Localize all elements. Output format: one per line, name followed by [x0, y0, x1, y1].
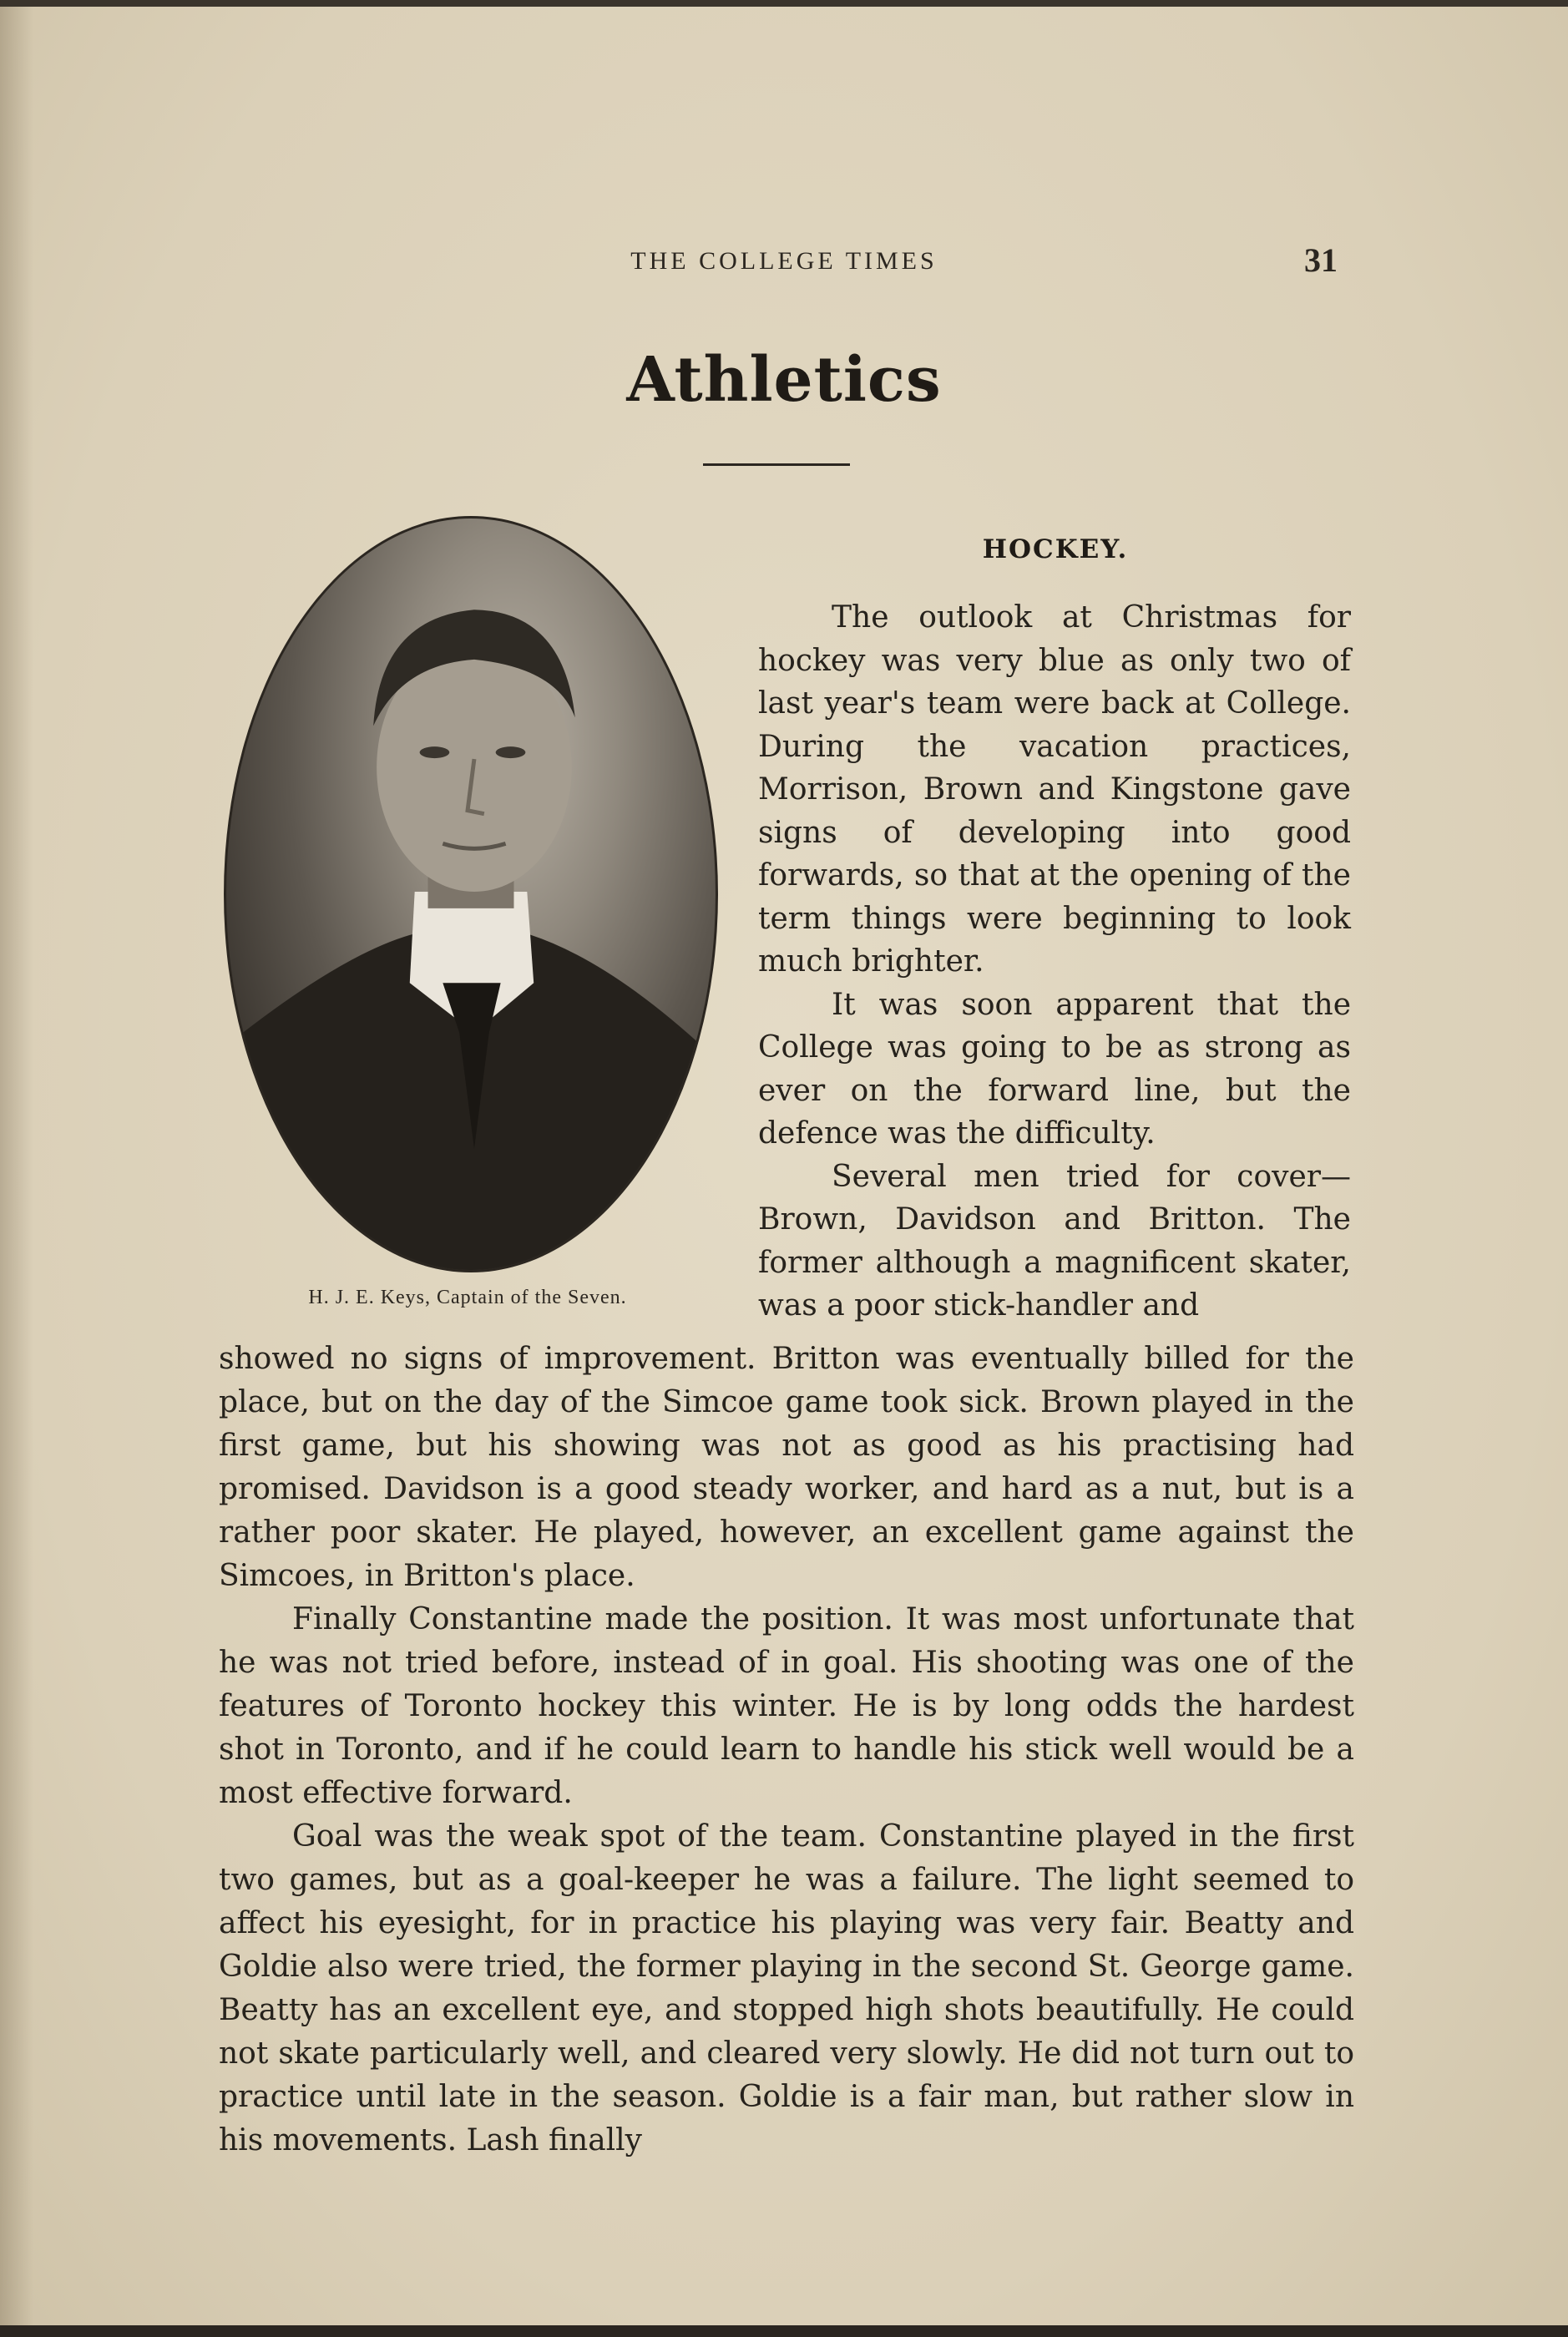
section-heading: HOCKEY.: [982, 534, 1129, 564]
full-width-text: [219, 1338, 1354, 2162]
paragraph: Several men tried for cover—Brown, Davidson and Britton. The former although a magnificent skater, was a poor stick-handler and: [758, 1159, 1351, 1323]
paragraph: Finally Constantine made the position. It was most unfortunate that he was not tried before, instead of in goal. His shooting was one of the features of Toronto hockey this winter. He is by long odds the hardest shot in Toronto, and if he could learn to handle his stick well would be a most effective forward.: [219, 1602, 1354, 1810]
title-rule: [703, 463, 850, 466]
paragraph: Goal was the weak spot of the team. Constantine played in the first two games, but as a goal-keeper he was a failure. The light seemed to affect his eyesight, for in practice his playing was very fair. Beatty and Goldie also were tried, the former playing in the second St. George game. Beatty has an excellent eye, and stopped high shots beautifully. He could not skate particularly well, and cleared very slowly. He did not turn out to practice until late in the season. Goldie is a fair man, but rather slow in his movements. Lash finally: [219, 1819, 1354, 2157]
page-bottom-edge: [0, 2325, 1568, 2337]
paragraph: It was soon apparent that the College was going to be as strong as ever on the forward line, but the defence was the difficulty.: [758, 987, 1351, 1151]
running-head: THE COLLEGE TIMES: [630, 247, 938, 275]
page-number: 31: [1304, 241, 1338, 279]
narrow-column-text: [758, 596, 1351, 1328]
portrait-illustration: [226, 518, 716, 1270]
page-top-edge: [0, 0, 1568, 7]
photo-caption: H. J. E. Keys, Captain of the Seven.: [308, 1287, 627, 1308]
paragraph: The outlook at Christmas for hockey was very blue as only two of last year's team were back at College. During the vacation practices, Morrison, Brown and Kingstone gave signs of developing into good forwards, so that at the opening of the term things were beginning to look much brighter.: [758, 600, 1351, 979]
portrait-photo: [224, 516, 718, 1272]
paragraph: showed no signs of improvement. Britton was eventually billed for the place, but on the day of the Simcoe game took sick. Brown played in the first game, but his showing was not as good as his practising had promised. Davidson is a good steady worker, and hard as a nut, but is a rather poor skater. He played, however, an excellent game against the Simcoes, in Britton's place.: [219, 1342, 1354, 1593]
page-title: Athletics: [626, 344, 942, 416]
